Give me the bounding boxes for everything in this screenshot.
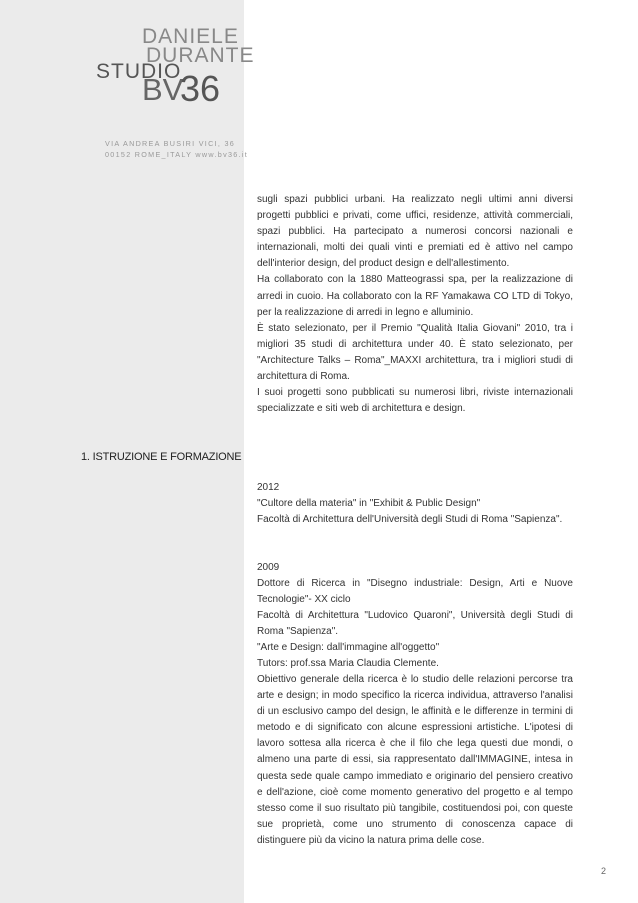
studio-address	[105, 138, 248, 160]
value-data-1: 2012	[257, 482, 280, 493]
value-qualifica-1: "Cultore della materia" in "Exhibit & Public Design"	[257, 498, 481, 509]
logo-line-daniele: DANIELE	[142, 25, 239, 48]
intro-paragraph: È stato selezionato, per il Premio "Qualità Italia Giovani" 2010, tra i migliori 35 studi di architettura under 40. È stato selezionato, per "Architecture Talks – Roma"_MAXXI architettura, tra i migliori studi di architettura di Roma.	[257, 322, 573, 383]
address-line-1: VIA ANDREA BUSIRI VICI, 36	[105, 139, 236, 148]
value-data-2: 2009	[257, 562, 280, 573]
intro-paragraph: sugli spazi pubblici urbani. Ha realizzato negli ultimi anni diversi progetti pubblici e privati, come uffici, residenze, attività commerciali, spazi pubblici. Ha partecipato a numerosi concorsi nazionali e internazionali, molti dei quali vinti e premiati ed è attivo nel campo dell'interior design, del product design e dell'allestimento.	[257, 194, 573, 270]
logo-line-durante: DURANTE	[146, 44, 255, 67]
address-line-2: 00152 ROME_ITALY www.bv36.it	[105, 150, 249, 159]
logo-line-bv: BV	[142, 72, 184, 107]
value-abstract-2: Obiettivo generale della ricerca è lo studio delle relazioni percorse tra arte e design; in modo specifico la ricerca individua, attraverso l'analisi di un esclusivo campo del design, le affinità e le differenze in termini di metodo e di significato con alcune espressioni artistiche. L'ipotesi di lavoro sottesa alla ricerca è che il filo che lega questi due mondi, o almeno una parte di essi, sia rappresentato dall'IMMAGINE, intesa in questa sede quale campo immediato e originario del pensiero creativo e dell'azione, cioè come momento generativo del progetto e al tempo stesso come il suo risultato più tangibile, costituendosi poi, con queste sue proprietà, come uno strumento di conoscenza capace di distinguere più da vicino la natura prima delle cose.	[257, 674, 573, 846]
value-tutors-2: Tutors: prof.ssa Maria Claudia Clemente.	[257, 658, 439, 669]
intro-paragraph: Ha collaborato con la 1880 Matteograssi spa, per la realizzazione di arredi in cuoio. Ha collaborato con la RF Yamakawa CO LTD di Tokyo, per la realizzazione di arredi in legno e alluminio.	[257, 274, 573, 318]
section-title: 1. ISTRUZIONE E FORMAZIONE	[81, 451, 242, 463]
page-number: 2	[600, 866, 606, 876]
logo-line-studio: STUDIO	[96, 60, 182, 83]
intro-paragraph: I suoi progetti sono pubblicati su numerosi libri, riviste internazionali specializzate e siti web di architettura e design.	[257, 387, 573, 415]
sidebar-panel	[0, 0, 255, 903]
value-org-1: Facoltà di Architettura dell'Università degli Studi di Roma "Sapienza".	[257, 514, 563, 525]
studio-logo	[0, 0, 255, 140]
value-qualifica-2: Dottore di Ricerca in "Disegno industriale: Design, Arti e Nuove Tecnologie"- XX ciclo	[257, 578, 573, 606]
intro-text	[257, 192, 573, 417]
value-tesi-2: "Arte e Design: dall'immagine all'oggetto"	[257, 642, 440, 653]
value-org-2: Facoltà di Architettura "Ludovico Quaroni", Università degli Studi di Roma "Sapienza".	[257, 610, 573, 638]
logo-line-36: 36	[180, 68, 221, 109]
